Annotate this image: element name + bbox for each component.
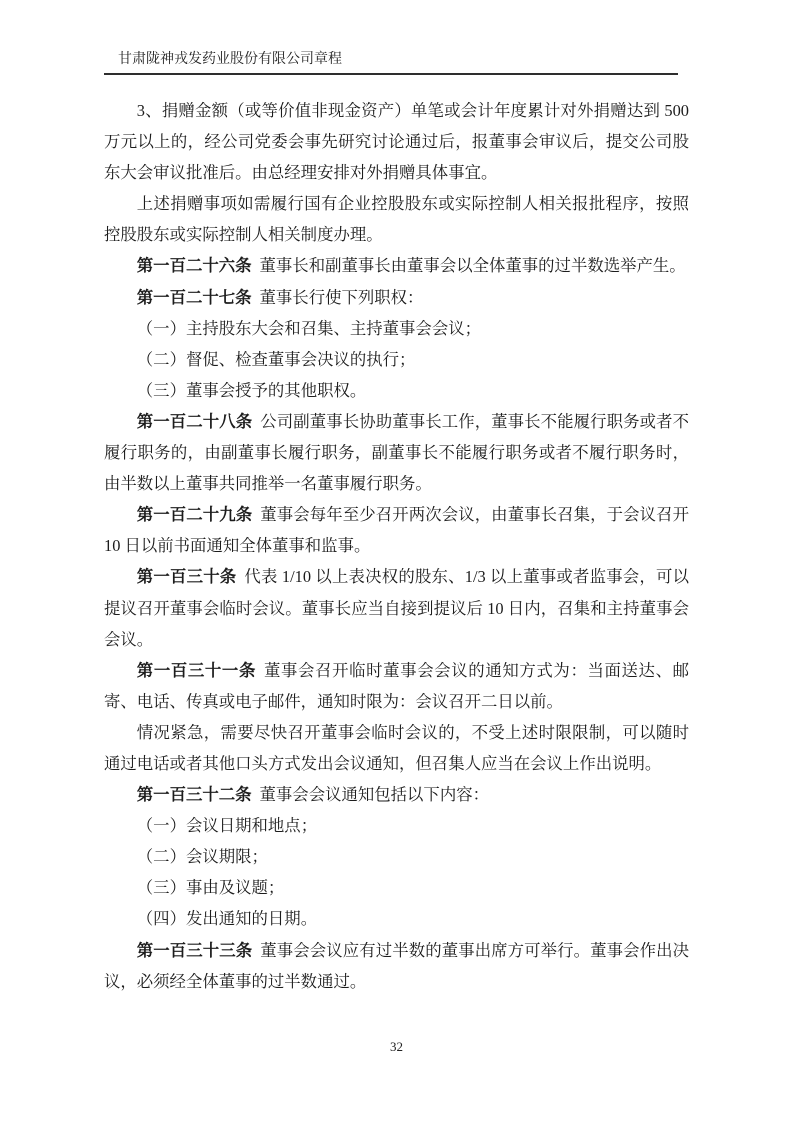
paragraph-text: 董事会会议应有过半数的董事出席方可举行。董事会作出决议，必须经全体董事的过半数通过。 — [104, 940, 690, 991]
paragraph-text: 3、捐赠金额（或等价值非现金资产）单笔或会计年度累计对外捐赠达到 500 万元以上的，经公司党委会事先研究讨论通过后，报董事会审议后，提交公司股东大会审议批准后。由总经理安排对外捐赠具体事宜。 — [104, 101, 689, 183]
paragraph — [104, 841, 689, 872]
paragraph — [104, 95, 689, 188]
paragraph — [104, 810, 689, 841]
document-body — [104, 95, 689, 997]
paragraph — [104, 499, 689, 561]
paragraph-text: 代表 1/10 以上表决权的股东、1/3 以上董事或者监事会，可以提议召开董事会临时会议。董事长应当自接到提议后 10 日内，召集和主持董事会会议。 — [104, 567, 689, 649]
paragraph — [104, 406, 689, 499]
article-number: 第一百三十条 — [136, 567, 237, 587]
paragraph — [104, 188, 689, 250]
paragraph-text: （二）督促、检查董事会决议的执行； — [136, 349, 416, 369]
paragraph — [104, 250, 689, 281]
paragraph-text: 董事长行使下列职权： — [259, 287, 424, 307]
paragraph-text: 董事长和副董事长由董事会以全体董事的过半数选举产生。 — [259, 256, 686, 276]
paragraph — [104, 935, 689, 997]
paragraph — [104, 903, 689, 934]
header-title: 甘肃陇神戎发药业股份有限公司章程 — [118, 52, 342, 67]
paragraph-text: （三）事由及议题； — [136, 878, 285, 898]
paragraph-text: （四）发出通知的日期。 — [136, 909, 318, 929]
article-number: 第一百三十二条 — [136, 785, 252, 805]
paragraph-text: 上述捐赠事项如需履行国有企业控股股东或实际控制人相关报批程序，按照控股股东或实际控制人相关制度办理。 — [104, 194, 689, 245]
article-number: 第一百三十三条 — [136, 940, 253, 960]
paragraph-text: 董事会每年至少召开两次会议，由董事长召集，于会议召开 10 日以前书面通知全体董事和监事。 — [104, 505, 690, 556]
paragraph-text: 董事会会议通知包括以下内容： — [259, 785, 489, 805]
paragraph — [104, 344, 689, 375]
paragraph — [104, 375, 689, 406]
page-header — [104, 50, 678, 75]
paragraph — [104, 655, 689, 717]
paragraph-text: （二）会议期限； — [136, 847, 268, 867]
paragraph-text: 情况紧急，需要尽快召开董事会临时会议的，不受上述时限限制，可以随时通过电话或者其他口头方式发出会议通知，但召集人应当在会议上作出说明。 — [104, 722, 689, 773]
article-number: 第一百二十七条 — [136, 287, 252, 307]
page-footer — [0, 1038, 793, 1056]
article-number: 第一百二十六条 — [136, 256, 252, 276]
paragraph — [104, 717, 689, 779]
paragraph-text: （一）会议日期和地点； — [136, 816, 318, 836]
page-number: 32 — [390, 1039, 403, 1054]
paragraph — [104, 282, 689, 313]
paragraph-text: （三）董事会授予的其他职权。 — [136, 380, 367, 400]
paragraph-text: 董事会召开临时董事会会议的通知方式为：当面送达、邮寄、电话、传真或电子邮件，通知时限为：会议召开二日以前。 — [104, 660, 690, 711]
paragraph-text: 公司副董事长协助董事长工作，董事长不能履行职务或者不履行职务的，由副董事长履行职务，副董事长不能履行职务或者不履行职务时，由半数以上董事共同推举一名董事履行职务。 — [104, 411, 690, 494]
paragraph — [104, 313, 689, 344]
paragraph — [104, 872, 689, 903]
article-number: 第一百二十九条 — [136, 505, 253, 525]
paragraph-text: （一）主持股东大会和召集、主持董事会会议； — [136, 318, 481, 338]
article-number: 第一百三十一条 — [136, 660, 256, 680]
paragraph — [104, 779, 689, 810]
paragraph — [104, 561, 689, 654]
article-number: 第一百二十八条 — [136, 411, 253, 431]
header-rule — [104, 73, 678, 75]
